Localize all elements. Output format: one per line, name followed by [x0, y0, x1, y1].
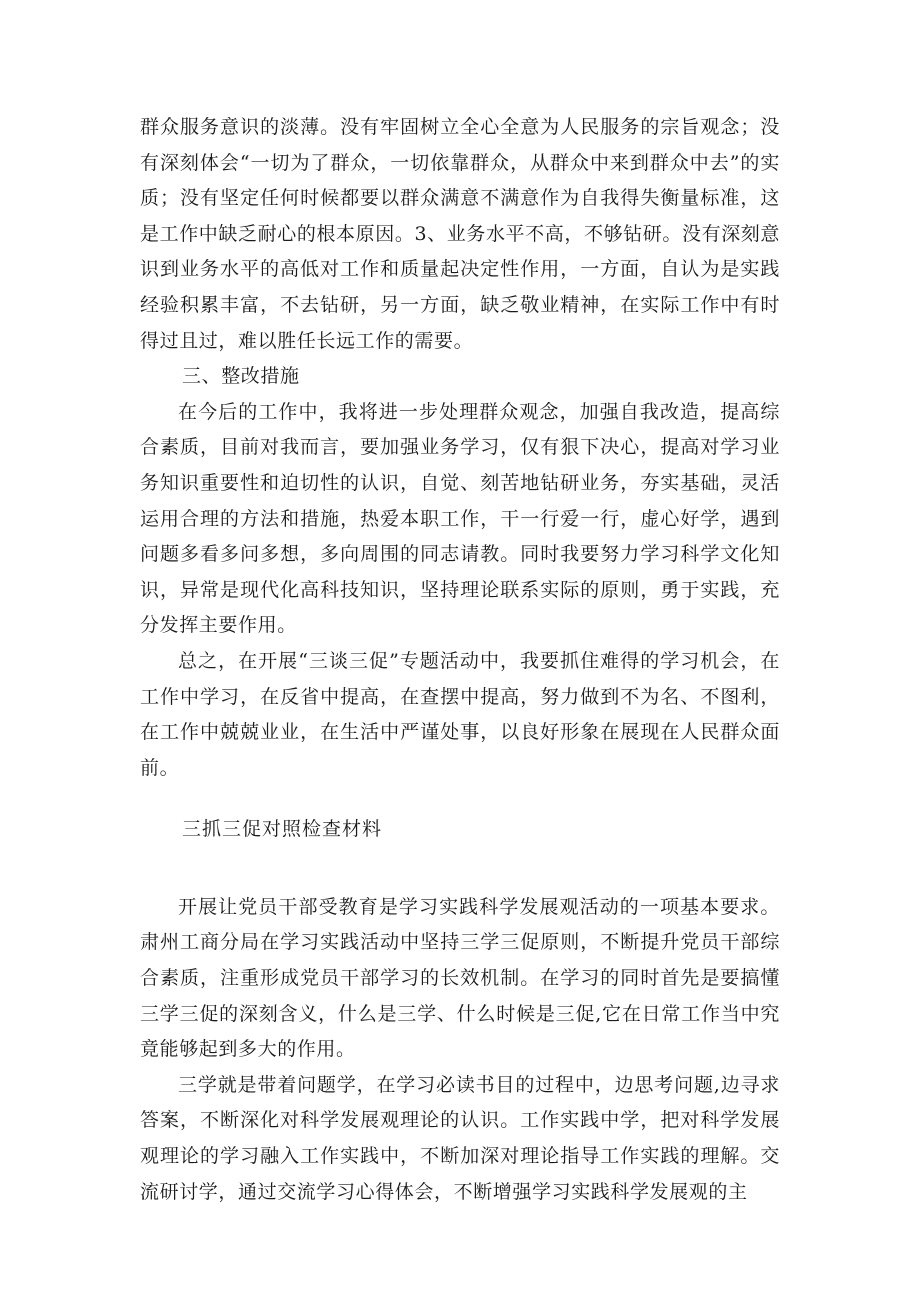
paragraph-measures: 在今后的工作中，我将进一步处理群众观念，加强自我改造，提高综合素质，目前对我而言，要加强业务学习，仅有狠下决心，提高对学习业务知识重要性和迫切性的认识，自觉、刻苦地钻研业务，夯实基础，灵活运用合理的方法和措施，热爱本职工作，干一行爱一行，虚心好学，遇到问题多看多问多想，多向周围的同志请教。同时我要努力学习科学文化知识，异常是现代化高科技知识，坚持理论联系实际的原则，勇于实践，充分发挥主要作用。	[140, 400, 780, 637]
document-title: 三抓三促对照检查材料	[182, 818, 383, 841]
paragraph-continued: 群众服务意识的淡薄。没有牢固树立全心全意为人民服务的宗旨观念；没有深刻体会“一切为了群众，一切依靠群众，从群众中来到群众中去”的实质；没有坚定任何时候都要以群众满意不满意作为自我得失衡量标准，这是工作中缺乏耐心的根本原因。3、业务水平不高，不够钻研。没有深刻意识到业务水平的高低对工作和质量起决定性作用，一方面，自认为是实践经验积累丰富，不去钻研，另一方面，缺乏敬业精神，在实际工作中有时得过且过，难以胜任长远工作的需要。	[140, 116, 780, 352]
paragraph-three-studies: 三学就是带着问题学，在学习必读书目的过程中，边思考问题,边寻求答案，不断深化对科学发展观理论的认识。工作实践中学，把对科学发展观理论的学习融入工作实践中，不断加深对理论指导工作实践的理解。交流研讨学，通过交流学习心得体会，不断增强学习实践科学发展观的主	[140, 1073, 780, 1203]
paragraph-conclusion: 总之，在开展“三谈三促”专题活动中，我要抓住难得的学习机会，在工作中学习，在反省中提高，在查摆中提高，努力做到不为名、不图利，在工作中兢兢业业，在生活中严谨处事，以良好形象在展现在人民群众面前。	[140, 649, 780, 779]
paragraph-intro: 开展让党员干部受教育是学习实践科学发展观活动的一项基本要求。肃州工商分局在学习实践活动中坚持三学三促原则，不断提升党员干部综合素质，注重形成党员干部学习的长效机制。在学习的同时首先是要搞懂三学三促的深刻含义，什么是三学、什么时候是三促,它在日常工作当中究竟能够起到多大的作用。	[140, 895, 780, 1061]
section-heading-rectification: 三、整改措施	[182, 365, 300, 388]
